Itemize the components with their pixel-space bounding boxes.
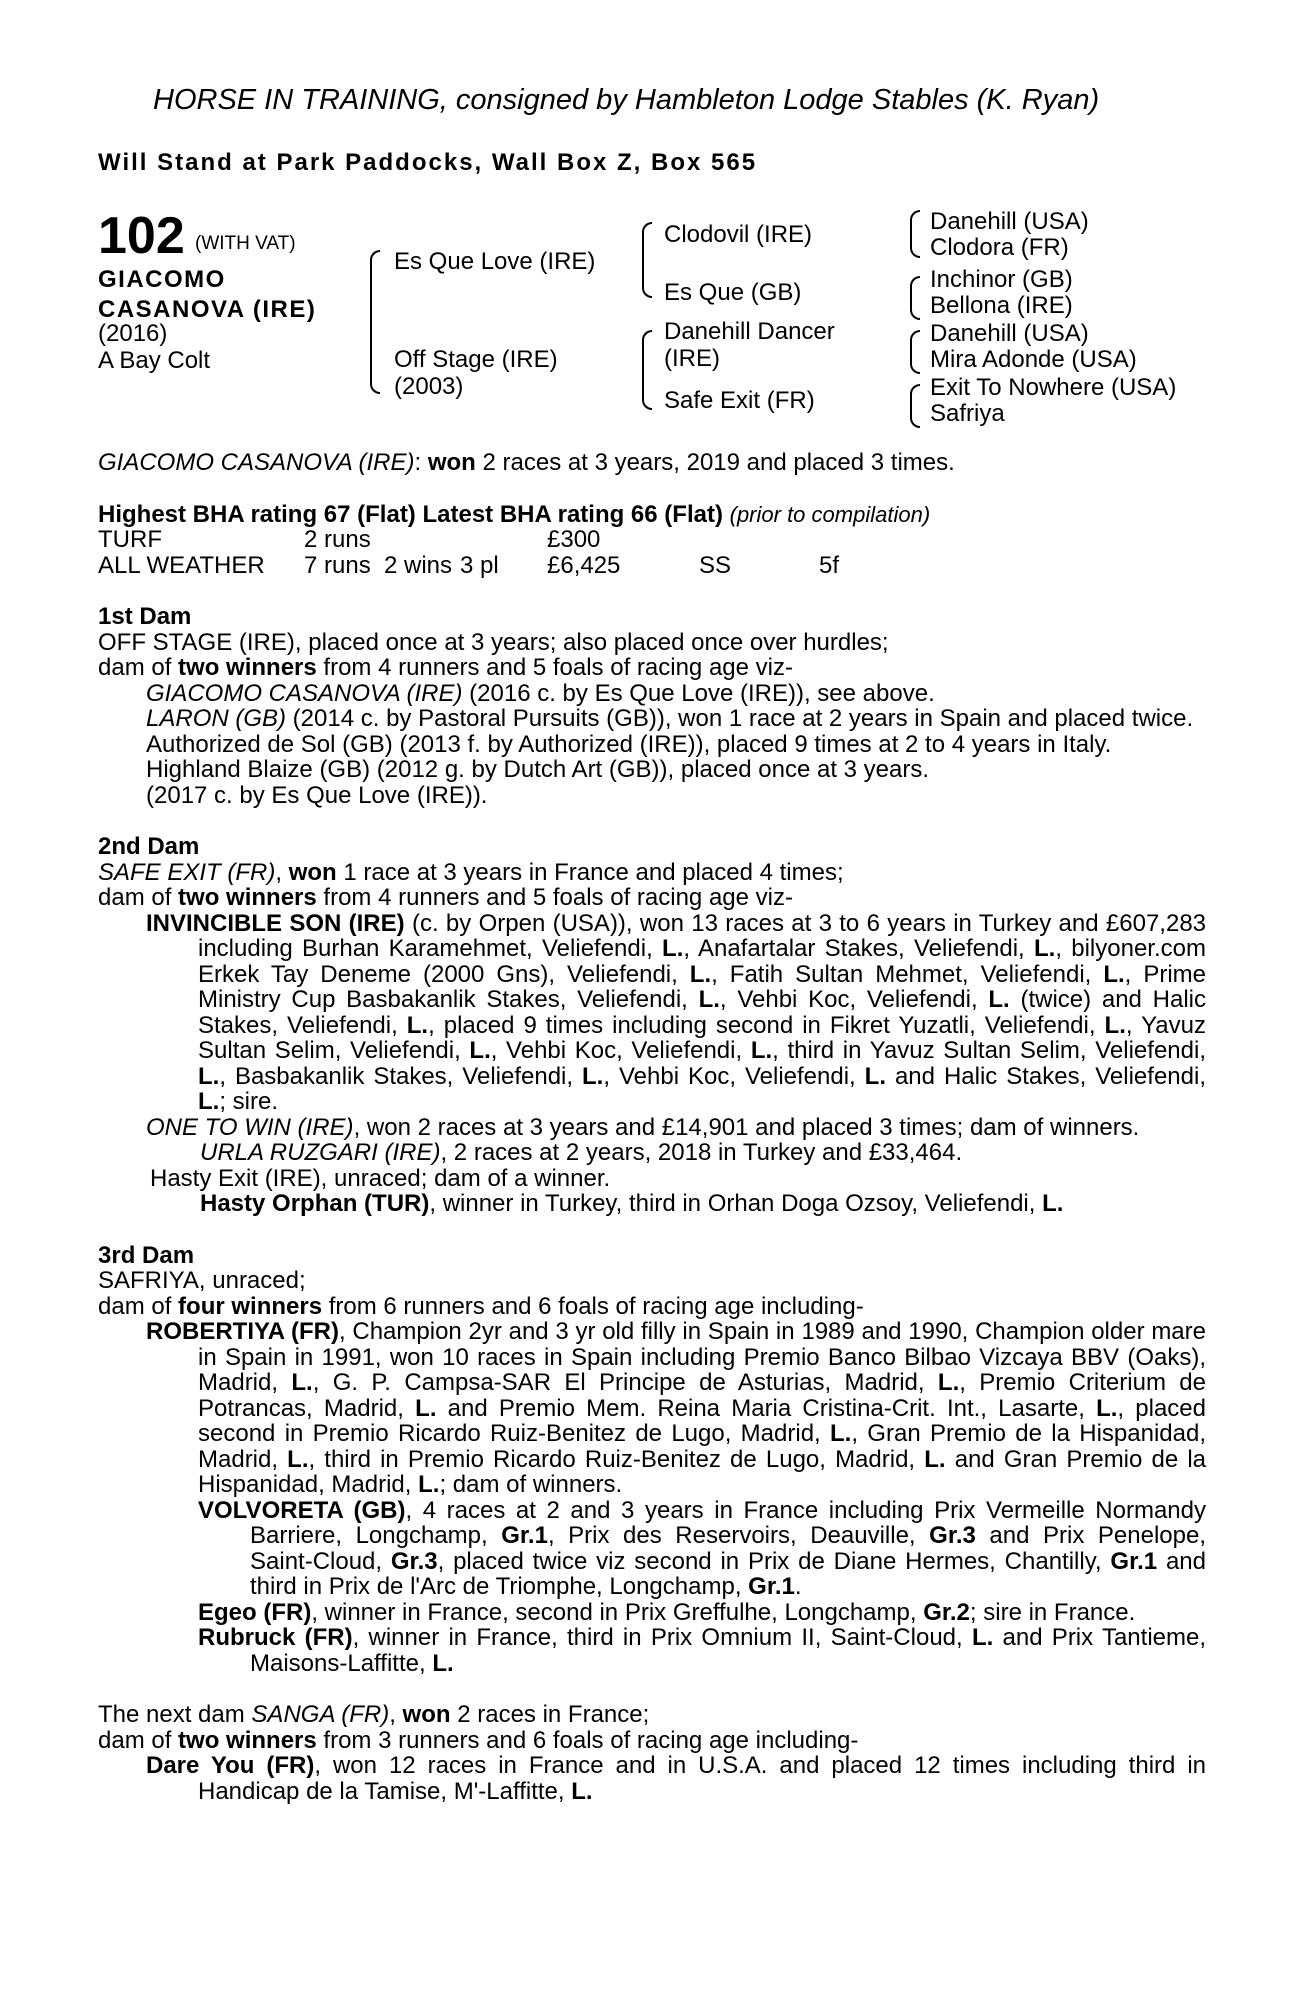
second-dam-produce: dam of two winners from 4 runners and 5 foals of racing age viz- (98, 884, 793, 911)
foaling-year: (2016) (98, 320, 168, 347)
pedigree-brace-ss (910, 210, 920, 258)
pedigree-dam-dam: Safe Exit (FR) (664, 387, 815, 414)
produce-laron: LARON (GB) (2014 c. by Pastoral Pursuits (GB)), won 1 race at 2 years in Spain and placed twice. (146, 705, 1194, 732)
produce-one-to-win: ONE TO WIN (IRE), won 2 races at 3 years and £14,901 and placed 3 times; dam of winners. (146, 1113, 1140, 1141)
race-summary: GIACOMO CASANOVA (IRE): won 2 races at 3 years, 2019 and placed 3 times. (98, 449, 955, 476)
horse-name-line2: CASANOVA (IRE) (98, 296, 317, 323)
lot-number: 102 (98, 207, 185, 265)
pedigree-dam-year: (2003) (394, 373, 464, 400)
pedigree-sire-dam: Es Que (GB) (664, 279, 802, 306)
pedigree-brace-dam (642, 330, 652, 410)
produce-giacomo: GIACOMO CASANOVA (IRE) (2016 c. by Es Que Love (IRE)), see above. (146, 679, 935, 707)
produce-highland-blaize: Highland Blaize (GB) (2012 g. by Dutch Art (GB)), placed once at 3 years. (146, 756, 930, 783)
bha-ratings: Highest BHA rating 67 (Flat) Latest BHA rating 66 (Flat) (prior to compilation) (98, 500, 931, 528)
record-row-all-weather: ALL WEATHER 7 runs 2 wins 3 pl £6,425 SS 5f (98, 551, 840, 579)
third-dam-produce: dam of four winners from 6 runners and 6 foals of racing age including- (98, 1292, 864, 1320)
consignor-header: HORSE IN TRAINING, consigned by Hambleton Lodge Stables (K. Ryan) (153, 84, 1100, 116)
produce-egeo: Egeo (FR), winner in France, second in Prix Greffulhe, Longchamp, Gr.2; sire in France. (198, 1598, 1136, 1626)
pedigree-dam-sire-line2: (IRE) (664, 345, 720, 372)
produce-urla-ruzgari: URLA RUZGARI (IRE), 2 races at 2 years, 2018 in Turkey and £33,464. (200, 1139, 963, 1166)
horse-name-line1: GIACOMO (98, 266, 226, 293)
pedigree-dam: Off Stage (IRE) (394, 346, 558, 373)
pedigree-brace-main (370, 250, 380, 394)
pedigree-ssd: Clodora (FR) (930, 234, 1069, 261)
pedigree-dam-sire-line1: Danehill Dancer (664, 318, 835, 345)
produce-2017-colt: (2017 c. by Es Que Love (IRE)). (146, 781, 488, 809)
third-dam-heading: 3rd Dam (98, 1241, 195, 1269)
pedigree-brace-ds (910, 330, 920, 374)
pedigree-brace-dd (910, 384, 920, 428)
race-record-table (98, 527, 839, 578)
produce-dare-you: Dare You (FR), won 12 races in France and in U.S.A. and placed 12 times including third in Handicap de la Tamise, M'-Laffitte, L. (146, 1752, 1206, 1805)
pedigree-sss: Danehill (USA) (930, 208, 1089, 235)
produce-volvoreta: VOLVORETA (GB), 4 races at 2 and 3 years in France including Prix Vermeille Normandy Barriere, Longchamp, Gr.1, Prix des Reservoirs, Deauville, Gr.3 and Prix Penelope, Saint-Cloud, Gr.3, placed twice viz second in Prix de Diane Hermes, Chantilly, Gr.1 and third in Prix de l'Arc de Triomphe, Longchamp, Gr.1. (198, 1496, 1207, 1600)
produce-invincible-son: INVINCIBLE SON (IRE) (c. by Orpen (USA)), won 13 races at 3 to 6 years in Turkey and £607,283 including Burhan Karamehmet, Veliefendi, L., Anafartalar Stakes, Veliefendi, L., bilyoner.com Erkek Tay Deneme (2000 Gns), Veliefendi, L., Fatih Sultan Mehmet, Veliefendi, L., Prime Ministry Cup Basbakanlik Stakes, Veliefendi, L., Vehbi Koc, Veliefendi, L. (twice) and Halic Stakes, Veliefendi, L., placed 9 times including second in Fikret Yuzatli, Veliefendi, L., Yavuz Sultan Selim, Veliefendi, L., Vehbi Koc, Veliefendi, L., third in Yavuz Sultan Selim, Veliefendi, L., Basbakanlik Stakes, Veliefendi, L., Vehbi Koc, Veliefendi, L. and Halic Stakes, Veliefendi, L.; sire. (146, 909, 1207, 1115)
pedigree-ddd: Safriya (930, 400, 1005, 427)
pedigree-brace-sire (642, 222, 652, 298)
horse-name (98, 265, 316, 325)
pedigree-sire-sire: Clodovil (IRE) (664, 221, 813, 248)
pedigree-dsd: Mira Adonde (USA) (930, 346, 1137, 373)
horse-description: A Bay Colt (98, 347, 211, 374)
second-dam-line: SAFE EXIT (FR), won 1 race at 3 years in France and placed 4 times; (98, 858, 844, 886)
pedigree-dss: Danehill (USA) (930, 320, 1089, 347)
pedigree-sire: Es Que Love (IRE) (394, 248, 596, 275)
vat-note: (WITH VAT) (195, 233, 296, 254)
first-dam-line: OFF STAGE (IRE), placed once at 3 years; also placed once over hurdles; (98, 628, 889, 656)
catalogue-body (98, 450, 1206, 1804)
produce-robertiya: ROBERTIYA (FR), Champion 2yr and 3 yr old filly in Spain in 1989 and 1990, Champion older mare in Spain in 1991, won 10 races in Spain including Premio Banco Bilbao Vizcaya BBV (Oaks), Madrid, L., G. P. Campsa-SAR El Principe de Asturias, Madrid, L., Premio Criterium de Potrancas, Madrid, L. and Premio Mem. Reina Maria Cristina-Crit. Int., Lasarte, L., placed second in Premio Ricardo Ruiz-Benitez de Lugo, Madrid, L., Gran Premio de la Hispanidad, Madrid, L., third in Premio Ricardo Ruiz-Benitez de Lugo, Madrid, L. and Gran Premio de la Hispanidad, Madrid, L.; dam of winners. (146, 1318, 1207, 1498)
produce-rubruck: Rubruck (FR), winner in France, third in Prix Omnium II, Saint-Cloud, L. and Prix Tantieme, Maisons-Laffitte, L. (198, 1624, 1207, 1677)
next-dam-line: The next dam SANGA (FR), won 2 races in France; (98, 1701, 650, 1728)
produce-authorized-de-sol: Authorized de Sol (GB) (2013 f. by Authorized (IRE)), placed 9 times at 2 to 4 years in Italy. (146, 730, 1112, 758)
second-dam-heading: 2nd Dam (98, 833, 200, 860)
produce-hasty-orphan: Hasty Orphan (TUR), winner in Turkey, third in Orhan Doga Ozsoy, Veliefendi, L. (200, 1190, 1064, 1217)
produce-hasty-exit: Hasty Exit (IRE), unraced; dam of a winner. (150, 1164, 611, 1192)
third-dam-line: SAFRIYA, unraced; (98, 1267, 306, 1294)
first-dam-heading: 1st Dam (98, 603, 192, 630)
next-dam-produce: dam of two winners from 3 runners and 6 foals of racing age including- (98, 1726, 859, 1754)
first-dam-produce: dam of two winners from 4 runners and 5 foals of racing age viz- (98, 654, 793, 681)
pedigree-sdd: Bellona (IRE) (930, 292, 1073, 319)
pedigree-sds: Inchinor (GB) (930, 266, 1073, 293)
pedigree-dds: Exit To Nowhere (USA) (930, 374, 1177, 401)
pedigree-brace-sd (910, 276, 920, 320)
record-row-turf: TURF 2 runs £300 (98, 526, 601, 553)
stand-location: Will Stand at Park Paddocks, Wall Box Z, Box 565 (98, 149, 758, 176)
